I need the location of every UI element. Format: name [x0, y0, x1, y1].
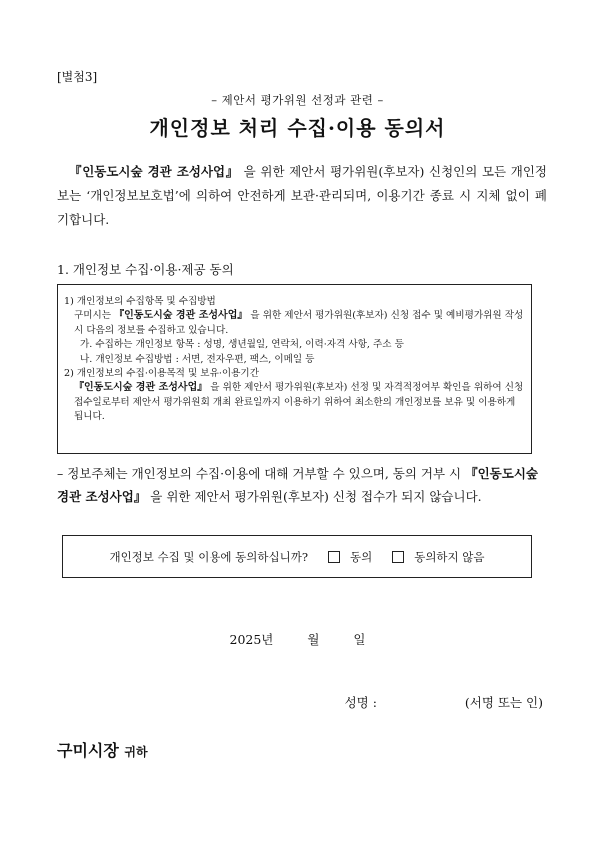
- recipient-suffix: 귀하: [124, 745, 148, 759]
- refusal-text: – 정보주체는 개인정보의 수집·이용에 대해 거부할 수 있으며, 동의 거부 시: [57, 466, 466, 481]
- refusal-notice: [57, 462, 547, 508]
- document-subtitle: – 제안서 평가위원 선정과 관련 –: [211, 93, 384, 107]
- date-year: 2025년: [229, 632, 274, 647]
- section1-heading: 1. 개인정보 수집·이용·제공 동의: [57, 262, 234, 277]
- item1-suffix: 을 위한 제안서 평가위원(후보자) 신청 접수 및 예비평가위원 작성 시 다음의 정보를 수집하고 있습니다.: [74, 310, 524, 336]
- document-title: 개인정보 처리 수집·이용 동의서: [149, 116, 446, 140]
- agree-label: 동의: [350, 549, 373, 564]
- item1-text: [64, 309, 525, 338]
- recipient-name: 구미시장: [57, 741, 119, 760]
- item2-heading: 2) 개인정보의 수집·이용목적 및 보유·이용기간: [64, 368, 259, 380]
- project-name: 『인동도시숲 경관 조성사업』: [69, 164, 239, 179]
- item1-b: 나. 개인정보 수집방법 : 서면, 전자우편, 팩스, 이메일 등: [80, 353, 315, 365]
- consent-question-box: [62, 535, 532, 578]
- project-name: 『인동도시숲 경관 조성사업』: [114, 310, 248, 322]
- item1-heading: 1) 개인정보의 수집항목 및 수집방법: [64, 296, 216, 307]
- signature-line: [345, 693, 543, 711]
- item2-text: [64, 381, 525, 424]
- annex-label: [별첨3]: [57, 70, 98, 84]
- intro-text: 을 위한 제안서 평가위원(후보자) 신청인의 모든 개인정보는 ‘개인정보보호법’에 의하여 안전하게 보관·관리되며, 이용기간 종료 시 지체 없이 폐기합니다.: [57, 164, 547, 227]
- date-month: 월: [307, 632, 320, 647]
- recipient: [57, 738, 148, 761]
- project-name: 『인동도시숲 경관 조성사업』: [74, 382, 208, 394]
- refusal-suffix: 을 위한 제안서 평가위원(후보자) 신청 접수가 되지 않습니다.: [146, 489, 482, 504]
- date-line: [0, 630, 595, 648]
- item2-suffix: 을 위한 제안서 평가위원(후보자) 선정 및 자격적정여부 확인을 위하여 신청 접수일로부터 제안서 평가위원회 개최 완료일까지 이용하기 위하여 최소한의 개인정보를 보유 및 이용하게 됩니다.: [74, 382, 524, 423]
- signature-note: (서명 또는 인): [464, 695, 543, 710]
- agree-checkbox[interactable]: [328, 551, 340, 563]
- item1-a: 가. 수집하는 개인정보 항목 : 성명, 생년월일, 연락처, 이력·자격 사항, 주소 등: [80, 339, 404, 351]
- disagree-checkbox[interactable]: [392, 551, 404, 563]
- disagree-label: 동의하지 않음: [414, 549, 485, 564]
- consent-question: 개인정보 수집 및 이용에 동의하십니까?: [109, 549, 308, 564]
- item1-prefix: 구미시는: [74, 310, 115, 322]
- signature-label: 성명 :: [344, 695, 377, 710]
- date-day: 일: [353, 632, 366, 647]
- intro-paragraph: [57, 160, 547, 232]
- project-name: 『인동도시숲 경관 조성사업』: [57, 466, 538, 504]
- consent-details-box: [57, 284, 532, 454]
